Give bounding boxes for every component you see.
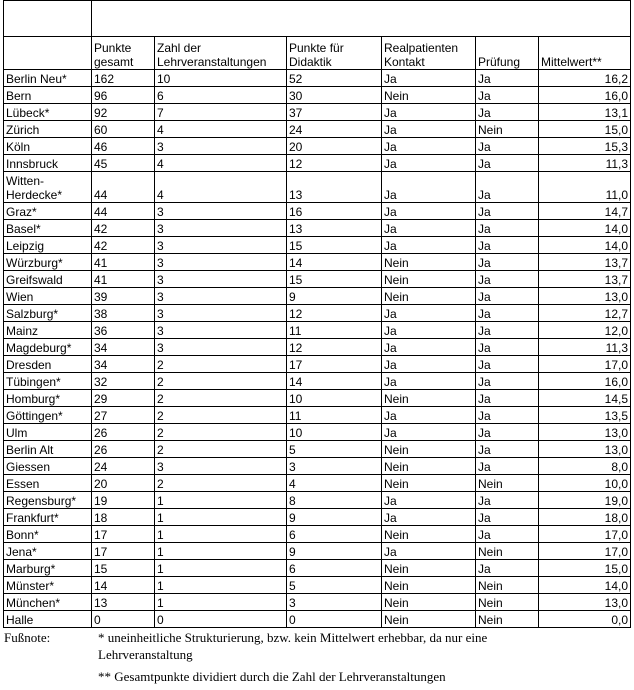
cell-realpatienten-kontakt: Nein	[382, 254, 476, 271]
cell-realpatienten-kontakt: Ja	[382, 322, 476, 339]
cell-city: Basel*	[4, 220, 92, 237]
blank-cell-corner	[4, 1, 92, 37]
table-row	[4, 203, 631, 220]
cell-zahl-lehrveranstaltungen: 4	[155, 121, 287, 138]
cell-city: Köln	[4, 138, 92, 155]
cell-realpatienten-kontakt: Ja	[382, 339, 476, 356]
table-row	[4, 220, 631, 237]
cell-punkte-gesamt: 14	[92, 577, 155, 594]
cell-punkte-gesamt: 15	[92, 560, 155, 577]
cell-mittelwert: 16,0	[539, 87, 631, 104]
cell-punkte-didaktik: 12	[287, 339, 382, 356]
cell-punkte-gesamt: 41	[92, 271, 155, 288]
cell-city: Berlin Alt	[4, 441, 92, 458]
table-row	[4, 577, 631, 594]
cell-pruefung: Ja	[476, 70, 539, 87]
cell-zahl-lehrveranstaltungen: 2	[155, 424, 287, 441]
cell-mittelwert: 19,0	[539, 492, 631, 509]
cell-zahl-lehrveranstaltungen: 3	[155, 271, 287, 288]
cell-punkte-didaktik: 3	[287, 594, 382, 611]
cell-mittelwert: 15,3	[539, 138, 631, 155]
cell-city: Mainz	[4, 322, 92, 339]
cell-mittelwert: 13,0	[539, 288, 631, 305]
cell-realpatienten-kontakt: Ja	[382, 155, 476, 172]
cell-realpatienten-kontakt: Ja	[382, 121, 476, 138]
cell-punkte-gesamt: 42	[92, 237, 155, 254]
cell-mittelwert: 8,0	[539, 458, 631, 475]
header-city	[4, 37, 92, 70]
cell-pruefung: Ja	[476, 203, 539, 220]
cell-city: Leipzig	[4, 237, 92, 254]
cell-punkte-gesamt: 92	[92, 104, 155, 121]
cell-punkte-gesamt: 17	[92, 526, 155, 543]
header-pruefung: Prüfung	[476, 37, 539, 70]
cell-mittelwert: 13,0	[539, 441, 631, 458]
cell-zahl-lehrveranstaltungen: 1	[155, 492, 287, 509]
cell-city: Jena*	[4, 543, 92, 560]
cell-pruefung: Nein	[476, 577, 539, 594]
cell-pruefung: Ja	[476, 155, 539, 172]
cell-zahl-lehrveranstaltungen: 3	[155, 458, 287, 475]
cell-punkte-didaktik: 12	[287, 305, 382, 322]
header-realpatienten-kontakt	[382, 37, 476, 70]
cell-city: Magdeburg*	[4, 339, 92, 356]
ranking-table	[3, 0, 631, 628]
cell-pruefung: Ja	[476, 220, 539, 237]
cell-punkte-gesamt: 20	[92, 475, 155, 492]
cell-city: Bern	[4, 87, 92, 104]
cell-city: Regensburg*	[4, 492, 92, 509]
table-row	[4, 543, 631, 560]
cell-city: München*	[4, 594, 92, 611]
table-row	[4, 509, 631, 526]
cell-pruefung: Ja	[476, 424, 539, 441]
cell-zahl-lehrveranstaltungen: 1	[155, 526, 287, 543]
cell-realpatienten-kontakt: Ja	[382, 104, 476, 121]
cell-zahl-lehrveranstaltungen: 1	[155, 543, 287, 560]
cell-punkte-gesamt: 44	[92, 203, 155, 220]
cell-city: Zürich	[4, 121, 92, 138]
table-row	[4, 104, 631, 121]
cell-realpatienten-kontakt: Nein	[382, 288, 476, 305]
cell-pruefung: Ja	[476, 237, 539, 254]
header-punkte-gesamt-line1: Punkte	[94, 41, 132, 55]
footnote-1-line1: * uneinheitliche Strukturierung, bzw. kein Mittelwert erhebbar, da nur eine	[98, 630, 488, 645]
cell-punkte-didaktik: 11	[287, 407, 382, 424]
cell-mittelwert: 10,0	[539, 475, 631, 492]
table-row	[4, 492, 631, 509]
cell-zahl-lehrveranstaltungen: 2	[155, 407, 287, 424]
cell-realpatienten-kontakt: Nein	[382, 594, 476, 611]
cell-pruefung: Ja	[476, 288, 539, 305]
cell-zahl-lehrveranstaltungen: 3	[155, 203, 287, 220]
cell-punkte-gesamt: 39	[92, 288, 155, 305]
cell-realpatienten-kontakt: Nein	[382, 577, 476, 594]
cell-mittelwert: 16,2	[539, 70, 631, 87]
cell-zahl-lehrveranstaltungen: 4	[155, 172, 287, 203]
cell-punkte-gesamt: 29	[92, 390, 155, 407]
cell-realpatienten-kontakt: Nein	[382, 271, 476, 288]
cell-zahl-lehrveranstaltungen: 1	[155, 509, 287, 526]
cell-punkte-didaktik: 5	[287, 441, 382, 458]
cell-city: Frankfurt*	[4, 509, 92, 526]
cell-city: Dresden	[4, 356, 92, 373]
cell-zahl-lehrveranstaltungen: 3	[155, 305, 287, 322]
cell-city-line: Herdecke*	[6, 188, 63, 202]
cell-city: Greifswald	[4, 271, 92, 288]
header-punkte-didaktik	[287, 37, 382, 70]
cell-city: Tübingen*	[4, 373, 92, 390]
cell-realpatienten-kontakt: Ja	[382, 492, 476, 509]
cell-realpatienten-kontakt: Ja	[382, 305, 476, 322]
cell-realpatienten-kontakt: Ja	[382, 172, 476, 203]
footnote-2: ** Gesamtpunkte dividiert durch die Zahl der Lehrveranstaltungen	[98, 669, 446, 684]
cell-pruefung: Ja	[476, 509, 539, 526]
cell-pruefung: Ja	[476, 458, 539, 475]
cell-realpatienten-kontakt: Nein	[382, 475, 476, 492]
cell-punkte-gesamt: 38	[92, 305, 155, 322]
cell-realpatienten-kontakt: Nein	[382, 458, 476, 475]
cell-mittelwert: 17,0	[539, 356, 631, 373]
table-row	[4, 458, 631, 475]
cell-zahl-lehrveranstaltungen: 0	[155, 611, 287, 628]
cell-punkte-gesamt: 36	[92, 322, 155, 339]
cell-punkte-didaktik: 3	[287, 458, 382, 475]
table-row	[4, 407, 631, 424]
table-row	[4, 237, 631, 254]
table-row	[4, 356, 631, 373]
cell-punkte-gesamt: 32	[92, 373, 155, 390]
cell-punkte-gesamt: 18	[92, 509, 155, 526]
cell-punkte-didaktik: 8	[287, 492, 382, 509]
table-row	[4, 424, 631, 441]
cell-pruefung: Ja	[476, 407, 539, 424]
cell-punkte-gesamt: 42	[92, 220, 155, 237]
cell-city: Salzburg*	[4, 305, 92, 322]
cell-zahl-lehrveranstaltungen: 2	[155, 390, 287, 407]
cell-pruefung: Ja	[476, 339, 539, 356]
cell-realpatienten-kontakt: Nein	[382, 390, 476, 407]
table-row	[4, 526, 631, 543]
header-mittelwert: Mittelwert**	[539, 37, 631, 70]
cell-punkte-didaktik: 6	[287, 560, 382, 577]
cell-mittelwert: 12,0	[539, 322, 631, 339]
header-punkte-gesamt-line2: gesamt	[94, 55, 134, 69]
cell-punkte-didaktik: 30	[287, 87, 382, 104]
cell-punkte-didaktik: 9	[287, 543, 382, 560]
cell-realpatienten-kontakt: Nein	[382, 611, 476, 628]
header-didaktik-line1: Punkte für	[289, 41, 344, 55]
cell-punkte-didaktik: 9	[287, 288, 382, 305]
cell-mittelwert: 13,0	[539, 424, 631, 441]
cell-pruefung: Ja	[476, 373, 539, 390]
table-top-blank-row	[4, 1, 631, 37]
table-row	[4, 138, 631, 155]
cell-pruefung: Ja	[476, 560, 539, 577]
cell-punkte-didaktik: 6	[287, 526, 382, 543]
table-row	[4, 611, 631, 628]
cell-zahl-lehrveranstaltungen: 2	[155, 441, 287, 458]
cell-city: Halle	[4, 611, 92, 628]
cell-mittelwert: 11,0	[539, 172, 631, 203]
cell-punkte-didaktik: 17	[287, 356, 382, 373]
cell-realpatienten-kontakt: Ja	[382, 138, 476, 155]
header-kontakt-line1: Realpatienten	[384, 41, 459, 55]
cell-mittelwert: 14,5	[539, 390, 631, 407]
cell-pruefung: Ja	[476, 172, 539, 203]
cell-mittelwert: 15,0	[539, 560, 631, 577]
header-zahl-line1: Zahl der	[157, 41, 202, 55]
cell-mittelwert: 11,3	[539, 339, 631, 356]
footnote-label: Fußnote:	[4, 630, 51, 645]
cell-punkte-gesamt: 24	[92, 458, 155, 475]
cell-zahl-lehrveranstaltungen: 2	[155, 356, 287, 373]
cell-city-line: Witten-	[6, 174, 45, 188]
cell-pruefung: Ja	[476, 87, 539, 104]
cell-punkte-gesamt: 41	[92, 254, 155, 271]
cell-mittelwert: 14,0	[539, 577, 631, 594]
header-zahl-line2: Lehrveranstaltungen	[157, 55, 267, 69]
footnote-1-line2: Lehrveranstaltung	[98, 647, 193, 662]
header-punkte-gesamt	[92, 37, 155, 70]
cell-mittelwert: 13,5	[539, 407, 631, 424]
cell-punkte-gesamt: 34	[92, 339, 155, 356]
table-row	[4, 155, 631, 172]
cell-zahl-lehrveranstaltungen: 3	[155, 237, 287, 254]
cell-city: Göttingen*	[4, 407, 92, 424]
cell-punkte-didaktik: 11	[287, 322, 382, 339]
cell-mittelwert: 18,0	[539, 509, 631, 526]
cell-pruefung: Ja	[476, 441, 539, 458]
cell-zahl-lehrveranstaltungen: 3	[155, 138, 287, 155]
cell-realpatienten-kontakt: Ja	[382, 356, 476, 373]
cell-realpatienten-kontakt: Ja	[382, 203, 476, 220]
cell-punkte-didaktik: 15	[287, 271, 382, 288]
table-row	[4, 322, 631, 339]
table-row	[4, 339, 631, 356]
cell-pruefung: Ja	[476, 356, 539, 373]
cell-punkte-didaktik: 9	[287, 509, 382, 526]
cell-realpatienten-kontakt: Ja	[382, 509, 476, 526]
cell-realpatienten-kontakt: Nein	[382, 87, 476, 104]
cell-punkte-gesamt: 60	[92, 121, 155, 138]
table-row	[4, 373, 631, 390]
cell-punkte-didaktik: 14	[287, 373, 382, 390]
cell-realpatienten-kontakt: Ja	[382, 70, 476, 87]
cell-realpatienten-kontakt: Nein	[382, 441, 476, 458]
cell-pruefung: Nein	[476, 611, 539, 628]
cell-punkte-didaktik: 15	[287, 237, 382, 254]
cell-city: Berlin Neu*	[4, 70, 92, 87]
cell-pruefung: Ja	[476, 322, 539, 339]
cell-city: Homburg*	[4, 390, 92, 407]
table-row	[4, 271, 631, 288]
cell-pruefung: Nein	[476, 121, 539, 138]
table-row	[4, 70, 631, 87]
cell-zahl-lehrveranstaltungen: 1	[155, 560, 287, 577]
cell-zahl-lehrveranstaltungen: 10	[155, 70, 287, 87]
cell-realpatienten-kontakt: Ja	[382, 220, 476, 237]
cell-mittelwert: 12,7	[539, 305, 631, 322]
cell-punkte-didaktik: 10	[287, 390, 382, 407]
cell-mittelwert: 11,3	[539, 155, 631, 172]
cell-punkte-didaktik: 10	[287, 424, 382, 441]
table-row	[4, 560, 631, 577]
cell-mittelwert: 13,7	[539, 271, 631, 288]
cell-punkte-didaktik: 20	[287, 138, 382, 155]
cell-zahl-lehrveranstaltungen: 7	[155, 104, 287, 121]
table-row	[4, 172, 631, 203]
cell-punkte-gesamt: 26	[92, 424, 155, 441]
table-row	[4, 254, 631, 271]
table-row	[4, 87, 631, 104]
cell-pruefung: Nein	[476, 543, 539, 560]
cell-punkte-gesamt: 46	[92, 138, 155, 155]
cell-city: Ulm	[4, 424, 92, 441]
cell-punkte-didaktik: 52	[287, 70, 382, 87]
cell-zahl-lehrveranstaltungen: 3	[155, 322, 287, 339]
cell-punkte-didaktik: 14	[287, 254, 382, 271]
cell-punkte-gesamt: 162	[92, 70, 155, 87]
cell-punkte-didaktik: 0	[287, 611, 382, 628]
cell-punkte-didaktik: 37	[287, 104, 382, 121]
table-row	[4, 121, 631, 138]
cell-punkte-didaktik: 4	[287, 475, 382, 492]
table-row	[4, 390, 631, 407]
cell-punkte-didaktik: 24	[287, 121, 382, 138]
cell-punkte-gesamt: 26	[92, 441, 155, 458]
cell-zahl-lehrveranstaltungen: 4	[155, 155, 287, 172]
cell-city: Bonn*	[4, 526, 92, 543]
cell-realpatienten-kontakt: Ja	[382, 407, 476, 424]
cell-city	[4, 172, 92, 203]
cell-zahl-lehrveranstaltungen: 3	[155, 220, 287, 237]
cell-city: Marburg*	[4, 560, 92, 577]
cell-punkte-gesamt: 96	[92, 87, 155, 104]
cell-pruefung: Ja	[476, 104, 539, 121]
cell-mittelwert: 17,0	[539, 526, 631, 543]
cell-zahl-lehrveranstaltungen: 3	[155, 339, 287, 356]
cell-punkte-gesamt: 0	[92, 611, 155, 628]
cell-mittelwert: 16,0	[539, 373, 631, 390]
cell-mittelwert: 13,0	[539, 594, 631, 611]
cell-zahl-lehrveranstaltungen: 6	[155, 87, 287, 104]
cell-punkte-gesamt: 34	[92, 356, 155, 373]
cell-zahl-lehrveranstaltungen: 1	[155, 577, 287, 594]
header-kontakt-line2: Kontakt	[384, 55, 425, 69]
cell-punkte-didaktik: 5	[287, 577, 382, 594]
header-didaktik-line2: Didaktik	[289, 55, 332, 69]
cell-punkte-gesamt: 17	[92, 543, 155, 560]
cell-punkte-gesamt: 13	[92, 594, 155, 611]
cell-punkte-gesamt: 27	[92, 407, 155, 424]
cell-realpatienten-kontakt: Ja	[382, 373, 476, 390]
cell-city: Lübeck*	[4, 104, 92, 121]
cell-mittelwert: 14,7	[539, 203, 631, 220]
cell-pruefung: Ja	[476, 526, 539, 543]
cell-pruefung: Ja	[476, 305, 539, 322]
cell-mittelwert: 13,1	[539, 104, 631, 121]
cell-pruefung: Ja	[476, 492, 539, 509]
cell-pruefung: Ja	[476, 390, 539, 407]
cell-mittelwert: 14,0	[539, 220, 631, 237]
cell-mittelwert: 17,0	[539, 543, 631, 560]
blank-cell-spanning	[92, 1, 631, 37]
cell-zahl-lehrveranstaltungen: 1	[155, 594, 287, 611]
cell-realpatienten-kontakt: Ja	[382, 424, 476, 441]
cell-punkte-gesamt: 19	[92, 492, 155, 509]
cell-punkte-didaktik: 16	[287, 203, 382, 220]
cell-punkte-didaktik: 13	[287, 220, 382, 237]
table-row	[4, 288, 631, 305]
cell-city: Giessen	[4, 458, 92, 475]
table-header-row	[4, 37, 631, 70]
cell-pruefung: Ja	[476, 271, 539, 288]
cell-city: Graz*	[4, 203, 92, 220]
cell-punkte-didaktik: 12	[287, 155, 382, 172]
table-row	[4, 305, 631, 322]
cell-pruefung: Ja	[476, 254, 539, 271]
table-row	[4, 594, 631, 611]
cell-city: Essen	[4, 475, 92, 492]
cell-realpatienten-kontakt: Nein	[382, 560, 476, 577]
cell-realpatienten-kontakt: Ja	[382, 237, 476, 254]
table-row	[4, 475, 631, 492]
cell-zahl-lehrveranstaltungen: 3	[155, 288, 287, 305]
cell-mittelwert: 14,0	[539, 237, 631, 254]
table-row	[4, 441, 631, 458]
cell-punkte-gesamt: 45	[92, 155, 155, 172]
cell-mittelwert: 15,0	[539, 121, 631, 138]
cell-realpatienten-kontakt: Ja	[382, 543, 476, 560]
cell-punkte-gesamt: 44	[92, 172, 155, 203]
cell-pruefung: Nein	[476, 594, 539, 611]
cell-zahl-lehrveranstaltungen: 2	[155, 475, 287, 492]
header-zahl-lehrveranstaltungen	[155, 37, 287, 70]
cell-pruefung: Nein	[476, 475, 539, 492]
cell-city: Wien	[4, 288, 92, 305]
cell-city: Würzburg*	[4, 254, 92, 271]
cell-pruefung: Ja	[476, 138, 539, 155]
cell-zahl-lehrveranstaltungen: 3	[155, 254, 287, 271]
cell-mittelwert: 0,0	[539, 611, 631, 628]
cell-mittelwert: 13,7	[539, 254, 631, 271]
cell-zahl-lehrveranstaltungen: 2	[155, 373, 287, 390]
cell-realpatienten-kontakt: Nein	[382, 526, 476, 543]
cell-punkte-didaktik: 13	[287, 172, 382, 203]
cell-city: Münster*	[4, 577, 92, 594]
cell-city: Innsbruck	[4, 155, 92, 172]
